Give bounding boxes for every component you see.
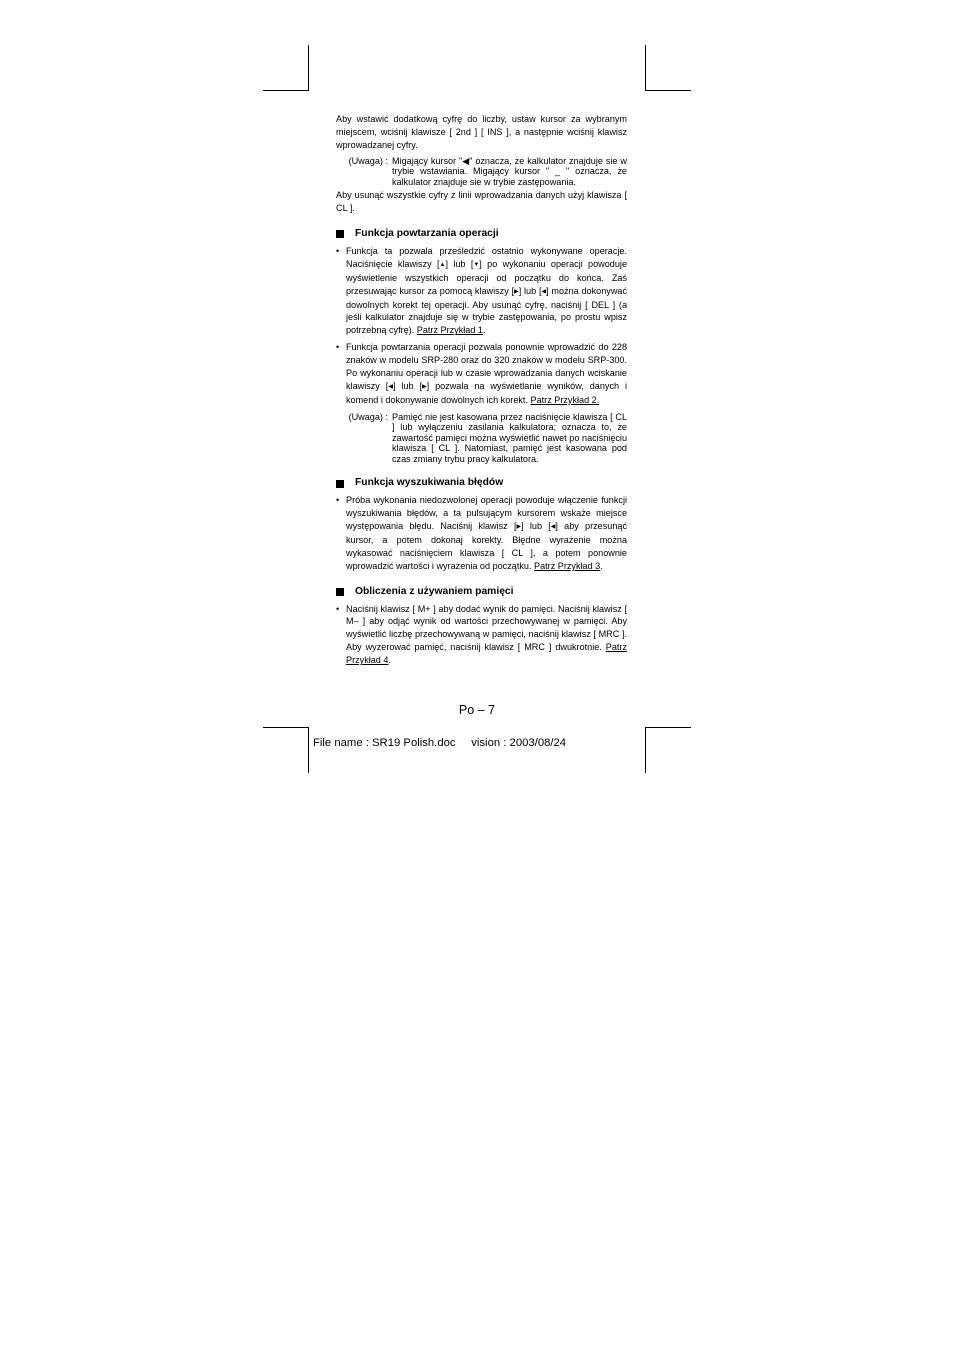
- list-item: • Funkcja powtarzania operacji pozwala ponownie wprowadzić do 228 znaków w modelu SRP-280 oraz do 320 znaków w modelu SRP-300. Po wykonaniu operacji lub w czasie wprowadzania danych wciskanie klawiszy [◀] lub [▶] pozwala na wyświetlanie wyników, danych i komend i dokonywanie dowolnych ich korekt. Patrz Przykład 2.: [336, 342, 627, 405]
- crop-mark: [645, 727, 691, 728]
- footer-version: vision : 2003/08/24: [471, 737, 567, 749]
- section-note: (Uwaga) : Pamięć nie jest kasowana przez naciśnięcie klawisza [ CL ] lub wyłączeniu zasilania kalkulatora; oznacza to, że zawartość pamięci można wyświetlić nawet po naciśnięciu klawisza [ CL ]. Natomiast, pamięć jest kasowana pod czas zmiany trybu pracy kalkulatora.: [336, 412, 627, 465]
- left-triangle-icon: ◀: [462, 155, 470, 166]
- bullet-icon: •: [336, 342, 340, 353]
- right-arrow-icon: ▶: [514, 288, 519, 295]
- list-item: • Funkcja ta pozwala prześledzić ostatnio wykonywane operacje. Naciśnięcie klawiszy [▲] lub [▼] po wykonaniu operacji powoduje wyświetlenie wszystkich operacji od początku do końca. Zaś przesuwając kursor za pomocą klawiszy [▶] lub [◀] można dokonywać dowolnych korekt tej operacji. Aby usunąć cyfrę, naciśnij [ DEL ] (a jeśli kalkulator znajduje się w trybie zastępowania, po prostu wpisz potrzebną cyfrę). Patrz Przykład 1.: [336, 245, 627, 336]
- crop-mark: [645, 90, 691, 91]
- intro-note: (Uwaga) : Migający kursor "◀" oznacza, że kalkulator znajduje sie w trybie wstawiania. Migający kursor " _ " oznacza, że kalkulator znajduje sie w trybie zastępowania.: [336, 156, 627, 188]
- section-heading: Funkcja powtarzania operacji: [336, 228, 627, 241]
- crop-mark: [645, 727, 646, 773]
- left-arrow-icon: ◀: [388, 384, 393, 390]
- square-bullet-icon: [336, 588, 344, 596]
- bullet-icon: •: [336, 245, 340, 256]
- crop-mark: [263, 727, 309, 728]
- note-label: (Uwaga) :: [348, 155, 388, 166]
- list-item: • Naciśnij klawisz [ M+ ] aby dodać wynik do pamięci. Naciśnij klawisz [ M– ] aby odjąć wynik od wartości przechowywanej w pamięci. Aby wyświetlić liczbę przechowywaną w pamięci, naciśnij klawisz [ MRC ]. Aby wyzerować pamięć, naciśnij klawisz [ MRC ] dwukrotnie. Patrz Przykład 4.: [336, 603, 627, 666]
- example-link[interactable]: Patrz Przykład 4: [346, 642, 627, 666]
- bullet-icon: •: [336, 495, 340, 506]
- square-bullet-icon: [336, 480, 344, 488]
- page-number: Po – 7: [458, 703, 496, 717]
- up-arrow-icon: ▲: [439, 261, 446, 268]
- crop-mark: [263, 90, 309, 91]
- bullet-icon: •: [336, 603, 340, 614]
- right-arrow-icon: ▶: [516, 524, 522, 531]
- footer-file: File name : SR19 Polish.doc: [313, 737, 456, 749]
- note-label: (Uwaga) :: [348, 411, 388, 422]
- down-arrow-icon: ▼: [473, 261, 480, 268]
- section-heading: Funkcja wyszukiwania błędów: [336, 477, 627, 490]
- page-content: [336, 113, 627, 667]
- example-link[interactable]: Patrz Przykład 1: [416, 325, 483, 336]
- example-link[interactable]: Patrz Przykład 2.: [530, 394, 600, 405]
- footer: [313, 737, 566, 749]
- crop-mark: [308, 727, 309, 773]
- crop-mark: [308, 45, 309, 91]
- crop-mark: [645, 45, 646, 91]
- left-arrow-icon: ◀: [550, 524, 556, 531]
- left-arrow-icon: ◀: [541, 288, 547, 295]
- section-heading: Obliczenia z używaniem pamięci: [336, 586, 627, 599]
- right-arrow-icon: ▶: [422, 384, 427, 390]
- example-link[interactable]: Patrz Przykład 3: [534, 560, 601, 571]
- intro-paragraph: Aby wstawić dodatkową cyfrę do liczby, ustaw kursor za wybranym miejscem, wciśnij klawisze [ 2nd ] [ INS ], a następnie wciśnij klawisz wprowadzanej cyfry.: [336, 114, 627, 150]
- intro-paragraph-2: Aby usunąć wszystkie cyfry z linii wprowadzania danych użyj klawisza [ CL ].: [336, 190, 627, 214]
- list-item: • Próba wykonania niedozwolonej operacji powoduje włączenie funkcji wyszukiwania błędów, a ta pulsującym kursorem wskaże miejsce występowania błędu. Naciśnij klawisz [▶] lub [◀] aby przesunąć kursor, a potem dokonaj korekty. Błędne wyrażenie można wykasować naciśnięciem klawisza [ CL ], a potem ponownie wprowadzić wartości i wyrażenia od początku. Patrz Przykład 3.: [336, 495, 627, 571]
- square-bullet-icon: [336, 230, 344, 238]
